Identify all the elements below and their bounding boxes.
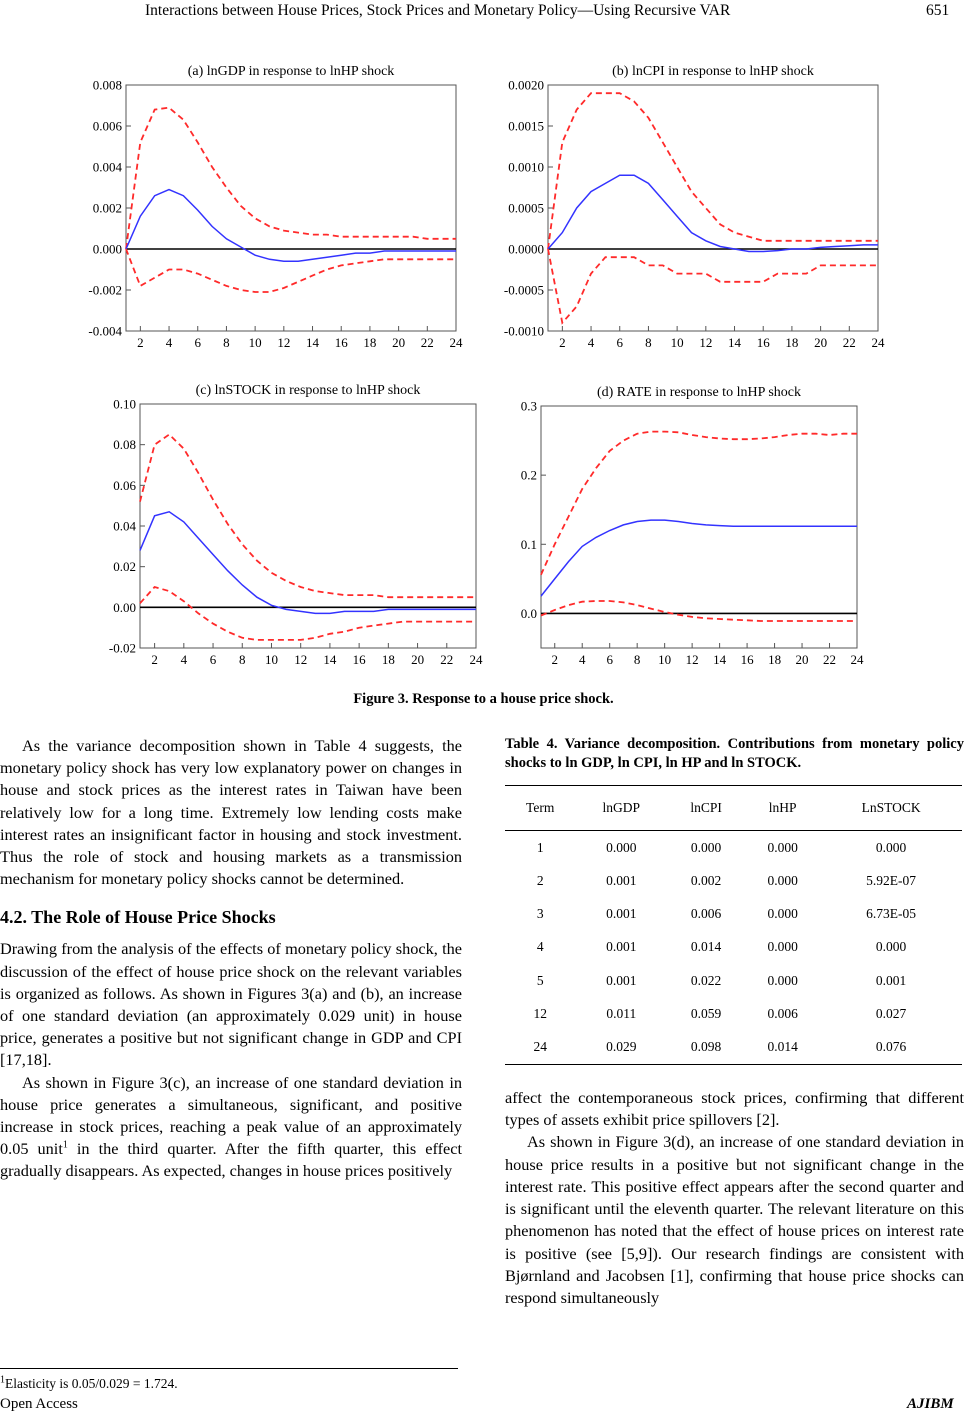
x-tick-label: 20 [411,652,425,667]
y-tick-label: 0.00 [113,599,136,615]
x-tick-label: 24 [850,652,864,667]
paragraph-text: As shown in Figure 3(c), an increase of one standard deviation in house price generates a simultaneous, significant, and positive increase in stock prices, reaching a peak value of an approximately 0.05 unit [0,1072,462,1159]
table-cell: 3 [536,906,544,922]
table-cell: 0.002 [690,872,722,888]
x-tick-label: 14 [306,335,320,350]
table-cell: 0.001 [606,906,637,922]
header-cell: lnHP [745,786,820,831]
y-tick-label: 0.0010 [508,159,544,175]
response-line [541,520,857,596]
header-cell: lnGDP [575,786,667,831]
x-tick-label: 10 [658,652,672,667]
y-tick-label: 0.0 [520,605,537,621]
x-tick-label: 18 [363,335,377,350]
y-tick-label: 0.06 [113,477,136,493]
y-tick-label: 0.000 [92,241,122,257]
x-tick-label: 18 [785,335,799,350]
x-tick-label: 8 [633,652,641,667]
paragraph: Drawing from the analysis of the effects of monetary policy shock, the discussion of the effect of house price shock on the relevant variables is organized as follows. As shown in Figures 3(a) and (b), an increase of one standard deviation (an approximately 0.029 unit) in house price, generates a positive but not significant change in GDP and CPI [17,18]. [0,939,462,1070]
response-line [126,190,456,262]
x-tick-label: 20 [795,652,809,667]
x-tick-label: 10 [670,335,684,350]
running-head [0,0,967,24]
paragraph: As the variance decomposition shown in Table 4 suggests, the monetary policy shock has very low explanatory power on changes in house and stock prices as the interest rates in Taiwan have been relatively low for a long time. Extremely low lending costs make interest rates an insignificant factor in housing and stock investment. Thus the role of stock and housing markets as a transmission mechanism for monetary policy shocks cannot be determined. [0,736,462,889]
table-cell: 0.000 [690,839,722,855]
chart-panel-c [98,372,490,677]
x-tick-label: 12 [699,335,713,350]
table-cell: 0.098 [667,1031,745,1065]
table-cell: 0.001 [606,939,637,955]
x-tick-label: 6 [194,335,201,350]
confidence-band-line [140,435,476,598]
table-row [505,898,962,931]
y-tick-label: 0.0020 [508,77,544,93]
x-tick-label: 22 [440,652,454,667]
page-number: 651 [926,2,950,19]
table-cell: 0.011 [606,1006,637,1022]
left-column [0,735,462,1391]
table-cell: 0.027 [875,1006,907,1022]
y-tick-label: 0.0015 [508,118,544,134]
table-cell: 2 [536,872,544,888]
figure-caption: Figure 3. Response to a house price shock. [353,691,614,707]
footer-open-access: Open Access [0,1396,78,1412]
x-tick-label: 16 [740,652,754,667]
confidence-band-line [548,93,878,249]
footnote-rule [0,1368,458,1369]
chart-d-svg [505,372,871,677]
footnote-text: Elasticity is 0.05/0.029 = 1.724. [5,1376,178,1391]
x-tick-label: 10 [264,652,278,667]
x-tick-label: 14 [323,652,337,667]
y-tick-label: 0.006 [92,118,122,134]
header-cell: Term [505,786,575,831]
plot-frame [548,85,878,331]
x-tick-label: 16 [352,652,366,667]
chart-b-svg [490,55,890,360]
footnote-ref: 1 [62,1139,68,1151]
table-cell: 0.000 [767,839,798,855]
chart-title: (a) lnGDP in response to lnHP shock [187,64,395,79]
x-tick-label: 4 [180,652,188,667]
x-tick-label: 14 [713,652,727,667]
confidence-band-line [140,587,476,640]
x-tick-label: 22 [842,335,856,350]
table-cell: 5 [536,972,544,988]
table-cell: 0.014 [745,1031,820,1065]
chart-a-svg [78,55,470,360]
table-cell: 0.014 [690,939,722,955]
confidence-band-line [126,108,456,249]
plot-frame [126,85,456,331]
x-tick-label: 12 [685,652,699,667]
y-tick-label: -0.004 [88,323,122,339]
y-tick-label: 0.2 [520,467,537,483]
x-tick-label: 8 [239,652,246,667]
table-row [505,997,962,1030]
y-tick-label: 0.0000 [508,241,544,257]
table-row [505,964,962,997]
x-tick-label: 24 [449,335,463,350]
chart-title: (b) lnCPI in response to lnHP shock [612,64,814,79]
right-column [505,735,964,1309]
table-cell: 0.000 [767,939,798,955]
table-cell: 0.000 [767,906,798,922]
x-tick-label: 12 [294,652,308,667]
y-tick-label: 0.04 [113,518,136,534]
x-tick-label: 16 [756,335,770,350]
table-cell: 0.000 [875,939,907,955]
y-tick-label: 0.3 [520,398,537,414]
y-tick-label: 0.08 [113,437,136,453]
chart-title: (d) RATE in response to lnHP shock [596,385,802,400]
footer-journal: AJIBM [907,1396,954,1412]
x-tick-label: 22 [823,652,837,667]
table-cell: 0.000 [767,872,798,888]
x-tick-label: 14 [728,335,742,350]
chart-panel-a [78,55,470,360]
table-row [505,831,962,865]
x-tick-label: 2 [151,652,158,667]
x-tick-label: 4 [578,652,586,667]
table-row [505,864,962,897]
chart-panel-b [490,55,890,360]
table-header-row [505,786,962,831]
x-tick-label: 6 [606,652,613,667]
chart-title: (c) lnSTOCK in response to lnHP shock [195,383,421,398]
table-cell: 12 [533,1006,547,1022]
y-tick-label: 0.002 [92,200,122,216]
y-tick-label: 0.1 [520,536,537,552]
x-tick-label: 24 [469,652,483,667]
table-row [505,931,962,964]
y-tick-label: -0.02 [108,640,136,656]
y-tick-label: 0.02 [113,559,136,575]
x-tick-label: 20 [392,335,406,350]
y-tick-label: -0.002 [88,282,122,298]
x-tick-label: 8 [645,335,652,350]
confidence-band-line [548,249,878,323]
x-tick-label: 22 [420,335,434,350]
table-cell: 0.001 [606,872,637,888]
table-cell: 0.000 [606,839,637,855]
table-cell: 6.73E-05 [866,906,917,922]
section-heading: 4.2. The Role of House Price Shocks [0,907,276,928]
x-tick-label: 4 [587,335,595,350]
running-head-title: Interactions between House Prices, Stock Prices and Monetary Policy—Using Recursive VAR [145,2,731,19]
y-tick-label: 0.008 [92,77,122,93]
plot-frame [140,404,476,648]
table-cell: 4 [536,939,544,955]
table-cell: 0.000 [767,972,798,988]
x-tick-label: 18 [381,652,395,667]
y-tick-label: -0.0005 [503,282,544,298]
x-tick-label: 24 [871,335,885,350]
paragraph-text: in the third quarter. After the fifth quarter, this effect gradually disappears. As expected, changes in house prices positively [0,1139,462,1181]
header-cell: lnCPI [667,786,745,831]
x-tick-label: 2 [137,335,144,350]
x-tick-label: 4 [165,335,173,350]
table-cell: 5.92E-07 [866,872,917,888]
confidence-band-line [541,601,857,621]
x-tick-label: 8 [223,335,230,350]
table-cell: 0.001 [875,972,907,988]
x-tick-label: 18 [768,652,782,667]
footnote-marker: 1 [0,1374,5,1386]
table-cell: 0.000 [875,839,907,855]
x-tick-label: 12 [277,335,291,350]
table-cell: 0.022 [690,972,722,988]
paragraph [0,1072,462,1183]
table-cell: 0.006 [690,906,722,922]
x-tick-label: 6 [616,335,623,350]
table-row [505,1031,962,1065]
table-cell: 0.001 [606,972,637,988]
y-tick-label: 0.10 [113,396,136,412]
variance-table [505,785,962,1065]
table-cell: 24 [505,1031,575,1065]
x-tick-label: 10 [248,335,262,350]
table-caption: Table 4. Variance decomposition. Contributions from monetary policy shocks to ln GDP, ln CPI, ln HP and ln STOCK. [505,736,964,771]
x-tick-label: 2 [551,652,558,667]
chart-c-svg [98,372,490,677]
x-tick-label: 2 [559,335,566,350]
x-tick-label: 16 [334,335,348,350]
table-cell: 0.006 [767,1006,798,1022]
x-tick-label: 20 [814,335,828,350]
table-cell: 1 [536,839,544,855]
table-cell: 0.029 [575,1031,667,1065]
table-cell: 0.076 [820,1031,962,1065]
table-cell: 0.059 [690,1006,722,1022]
y-tick-label: 0.0005 [508,200,544,216]
confidence-band-line [126,249,456,292]
footnote [0,1373,178,1395]
paragraph: affect the contemporaneous stock prices, confirming that different types of assets exhibit price spillovers [2]. [505,1088,964,1130]
header-cell: LnSTOCK [820,786,962,831]
y-tick-label: 0.004 [92,159,122,175]
confidence-band-line [541,432,857,575]
chart-panel-d [505,372,871,677]
x-tick-label: 6 [209,652,217,667]
y-tick-label: -0.0010 [503,323,544,339]
response-line [140,512,476,614]
paragraph: As shown in Figure 3(d), an increase of one standard deviation in house price results in a positive but not significant change in the interest rate. This positive effect appears after the second quarter and is significant until the eleventh quarter. The relevant literature on this phenomenon has noted that the effect of house prices on interest rate is positive (see [5,9]). Our research findings are consistent with Bjørnland and Jacobsen [1], confirming that house price shocks can respond simultaneously [505,1132,964,1307]
